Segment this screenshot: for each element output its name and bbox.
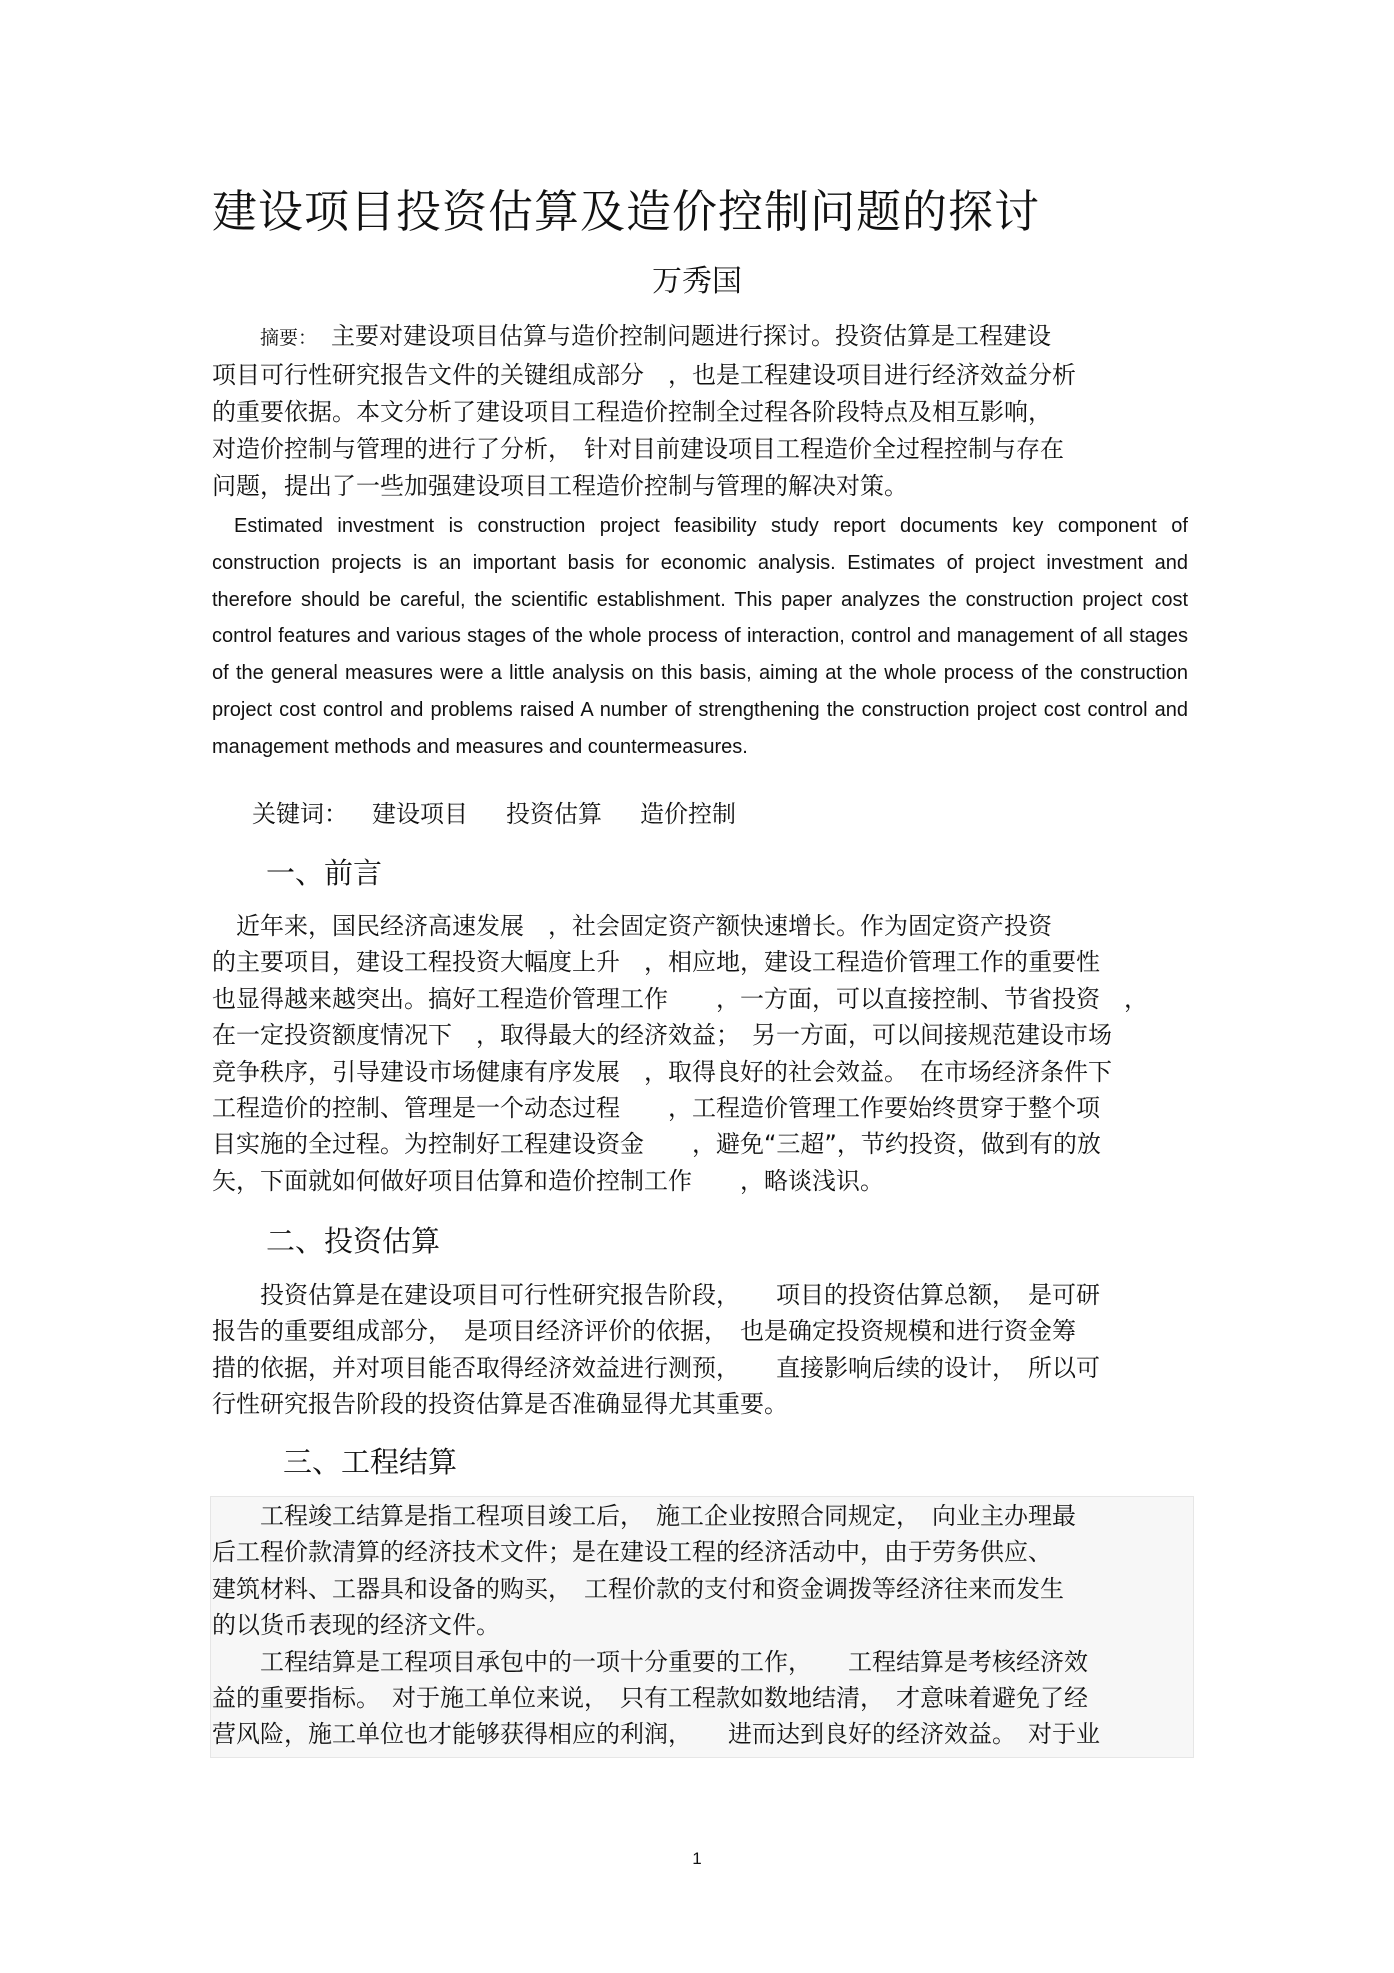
- text-line: 的以货币表现的经济文件。: [212, 1611, 500, 1640]
- abstract-line: 问题，提出了一些加强建设项目工程造价控制与管理的解决对策。: [212, 472, 908, 500]
- text-line: 益的重要指标。 对于施工单位来说， 只有工程款如数地结清， 才意味着避免了经: [212, 1684, 1088, 1713]
- text-line: 工程竣工结算是指工程项目竣工后， 施工企业按照合同规定， 向业主办理最: [212, 1502, 1076, 1530]
- english-abstract-text: Estimated investment is construction project feasibility study report documents key component of construction projects is an important basis for economic analysis. Estimates of project investment and therefore should be careful, the scientific establishment. This paper analyzes the construction project cost control features and various stages of the whole process of interaction, control and management of all stages of the general measures were a little analysis on this basis, aiming at the whole process of the construction project cost control and problems raised A number of strengthening the construction project cost control and management methods and measures and countermeasures.: [212, 515, 1188, 758]
- section-heading: 一、前言: [266, 856, 383, 890]
- text-line: 措的依据，并对项目能否取得经济效益进行测预， 直接影响后续的设计， 所以可: [212, 1353, 1100, 1382]
- abstract-line: 的重要依据。本文分析了建设项目工程造价控制全过程各阶段特点及相互影响，: [212, 398, 1052, 426]
- text-line: 后工程价款清算的经济技术文件；是在建设工程的经济活动中，由于劳务供应、: [212, 1538, 1052, 1567]
- section-body: [212, 908, 1190, 1199]
- author-name: 万秀国: [652, 264, 742, 299]
- keywords-line: [252, 796, 750, 832]
- text-line: 报告的重要组成部分， 是项目经济评价的依据， 也是确定投资规模和进行资金筹: [212, 1317, 1076, 1346]
- text-line: 矢，下面就如何做好项目估算和造价控制工作 ，略谈浅识。: [212, 1166, 884, 1195]
- text-line: 行性研究报告阶段的投资估算是否准确显得尤其重要。: [212, 1390, 788, 1419]
- text-line: 的主要项目，建设工程投资大幅度上升 ，相应地，建设工程造价管理工作的重要性: [212, 948, 1100, 977]
- abstract-text: 主要对建设项目估算与造价控制问题进行探讨。投资估算是工程建设: [331, 322, 1052, 350]
- text-line: 近年来，国民经济高速发展 ，社会固定资产额快速增长。作为固定资产投资: [212, 912, 1052, 940]
- text-line: 在一定投资额度情况下 ，取得最大的经济效益； 另一方面，可以间接规范建设市场: [212, 1021, 1112, 1050]
- section-heading: 二、投资估算: [266, 1224, 441, 1258]
- english-abstract: [212, 508, 1188, 766]
- keyword: 投资估算: [506, 800, 602, 828]
- abstract-line: 对造价控制与管理的进行了分析， 针对目前建设项目工程造价全过程控制与存在: [212, 435, 1064, 463]
- chinese-abstract: [212, 318, 1162, 505]
- text-line: 工程结算是工程项目承包中的一项十分重要的工作， 工程结算是考核经济效: [212, 1647, 1088, 1676]
- text-line: 建筑材料、工器具和设备的购买， 工程价款的支付和资金调拨等经济往来而发生: [212, 1574, 1064, 1603]
- keyword: 造价控制: [640, 800, 736, 828]
- abstract-line: [212, 318, 1162, 357]
- text-line: 也显得越来越突出。搞好工程造价管理工作 ，一方面，可以直接控制、节省投资 ，: [212, 984, 1148, 1013]
- section-heading: 三、工程结算: [283, 1445, 458, 1479]
- abstract-line: 项目可行性研究报告文件的关键组成部分 ，也是工程建设项目进行经济效益分析: [212, 361, 1076, 389]
- text-line: 投资估算是在建设项目可行性研究报告阶段， 项目的投资估算总额， 是可研: [212, 1281, 1100, 1309]
- text-line: 工程造价的控制、管理是一个动态过程 ，工程造价管理工作要始终贯穿于整个项: [212, 1094, 1100, 1123]
- document-title: 建设项目投资估算及造价控制问题的探讨: [212, 185, 1041, 238]
- section-body: [212, 1277, 1190, 1423]
- section-body: [212, 1498, 1190, 1753]
- text-line: 竞争秩序，引导建设市场健康有序发展 ，取得良好的社会效益。 在市场经济条件下: [212, 1057, 1112, 1086]
- keywords-label: 关键词：: [252, 800, 348, 828]
- text-line: 营风险，施工单位也才能够获得相应的利润， 进而达到良好的经济效益。 对于业: [212, 1720, 1100, 1749]
- page-number: 1: [692, 1849, 702, 1868]
- abstract-label: 摘要：: [260, 327, 318, 349]
- keyword: 建设项目: [372, 800, 468, 828]
- text-line: 目实施的全过程。为控制好工程建设资金 ，避免“三超”，节约投资，做到有的放: [212, 1130, 1101, 1159]
